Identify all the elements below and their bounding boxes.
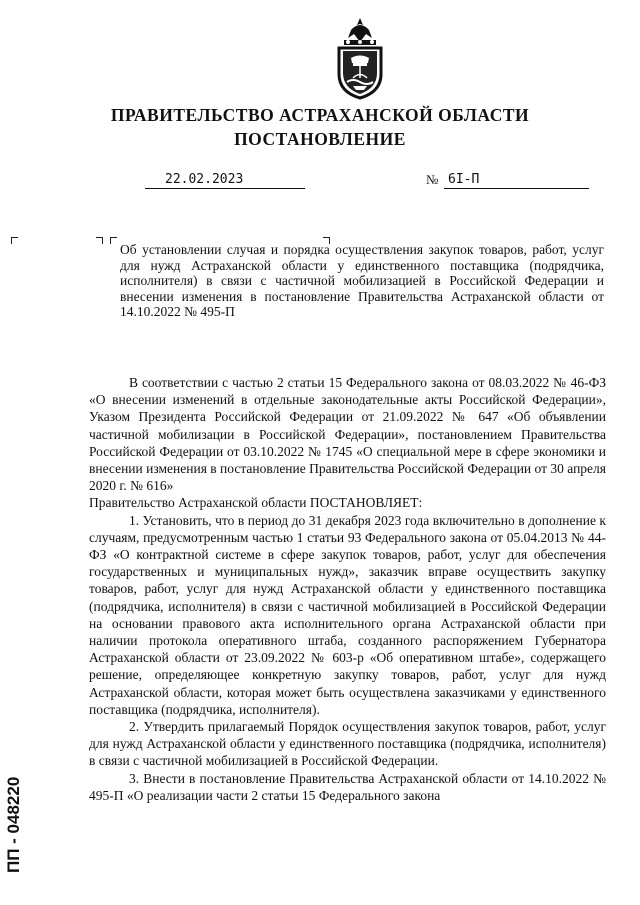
resolution-line: Правительство Астраханской области ПОСТАНОВЛЯЕТ: [89,495,423,511]
number-label: № [426,172,439,187]
preamble-paragraph: В соответствии с частью 2 статьи 15 Федерального закона от 08.03.2022 № 46-ФЗ «О внесении изменений в отдельные законодательные акты Российской Федерации», Указом Президента Российской Федерации от 21.09.2022 № 647 «Об объявлении частичной мобилизации в Российской Федерации», постановлением Правительства Российской Федерации от 03.10.2022 № 1745 «О специальной мере в сфере экономики и внесении изменения в постановление Правительства Российской Федерации от 30 апреля 2020 г. № 616» [89,375,606,494]
astrakhan-coat-of-arms-icon [333,16,387,100]
item-2-paragraph: 2. Утвердить прилагаемый Порядок осуществления закупок товаров, работ, услуг для нужд Астраханской области у единственного поставщика (подрядчика, исполнителя) в связи с частичной мобилизацией в Российской Федерации. [89,719,606,769]
document-body [89,374,606,804]
document-date: 22.02.2023 [145,172,305,189]
document-number: 6I-П [444,172,589,189]
serial-number-text: ПП - 048220 [4,776,23,873]
corner-mark-top-left [11,237,18,244]
document-subject: Об установлении случая и порядка осуществления закупок товаров, работ, услуг для нужд Астраханской области у единственного поставщика (подрядчика, исполнителя) в связи с частичной мобилизацией в Российской Федерации и внесении изменения в постановление Правительства Астраханской области от 14.10.2022 № 495-П [120,242,604,319]
item-1-paragraph: 1. Установить, что в период до 31 декабря 2023 года включительно в дополнение к случаям, предусмотренным частью 1 статьи 93 Федерального закона от 05.04.2013 № 44-ФЗ «О контрактной системе в сфере закупок товаров, работ, услуг для обеспечения государственных и муниципальных нужд», заказчик вправе осуществить закупку товаров, работ, услуг для нужд Астраханской области у единственного поставщика (подрядчика, исполнителя) в связи с частичной мобилизацией в Российской Федерации на основании правового акта исполнительного органа Астраханской области при наличии протокола оперативного штаба, созданного распоряжением Губернатора Астраханской области от 23.09.2022 № 603-р «Об оперативном штабе», содержащего решение, определяющее конкретную закупку товаров, работ, услуг для нужд Астраханской области, которая может быть осуществлена заказчиками у единственного поставщика (подрядчика, исполнителя). [89,512,606,717]
corner-mark-top-mid-right [110,237,117,244]
document-type-title: ПОСТАНОВЛЕНИЕ [234,129,406,149]
corner-mark-top-mid-left [96,237,103,244]
item-3-paragraph: 3. Внести в постановление Правительства Астраханской области от 14.10.2022 № 495-П «О реализации части 2 статьи 15 Федерального закона [89,770,606,803]
serial-number [2,745,24,875]
organization-title: ПРАВИТЕЛЬСТВО АСТРАХАНСКОЙ ОБЛАСТИ [110,105,530,125]
